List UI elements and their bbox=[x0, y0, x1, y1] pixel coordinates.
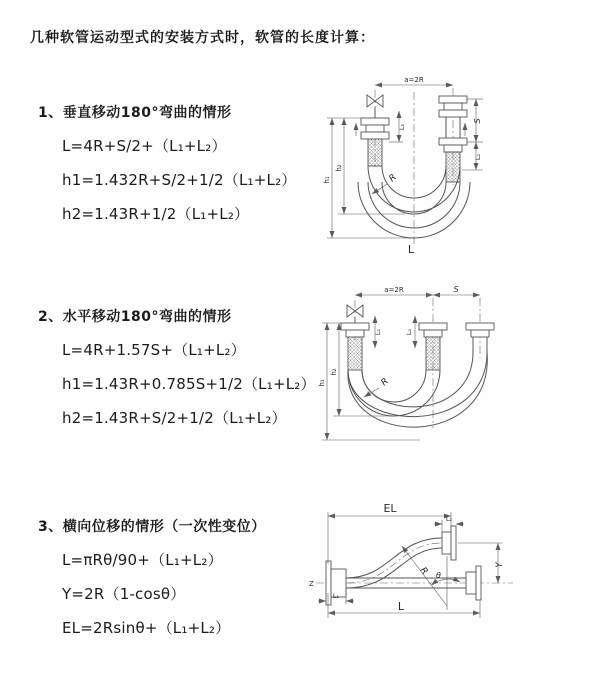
page-title: 几种软管运动型式的安装方式时，软管的长度计算： bbox=[30, 30, 375, 46]
dimension-el bbox=[328, 502, 451, 564]
diagram-lateral-displacement bbox=[298, 498, 600, 650]
dim-label-h1: h₁ bbox=[318, 379, 326, 387]
dimension-l1-l2 bbox=[374, 316, 415, 348]
radius-leader bbox=[372, 173, 399, 194]
axis-label-z: Z bbox=[309, 580, 314, 588]
dim-label-l1: L₁ bbox=[374, 328, 382, 336]
formula-line: Y=2R（1-cosθ） bbox=[62, 585, 186, 603]
formula-line: h1=1.432R+S/2+1/2（L₁+L₂） bbox=[62, 171, 297, 189]
dim-label-h2: h₂ bbox=[335, 164, 343, 172]
radius-label: R bbox=[379, 376, 391, 389]
flange-fitting-left bbox=[361, 118, 389, 166]
radius-label: R bbox=[387, 172, 399, 185]
formula-line: h1=1.43R+0.785S+1/2（L₁+L₂） bbox=[62, 375, 316, 393]
formula-line: h2=1.43R+1/2（L₁+L₂） bbox=[62, 205, 250, 223]
y-label: Y bbox=[495, 562, 505, 568]
diagram-horizontal-180 bbox=[305, 280, 600, 455]
dimension-l2 bbox=[434, 515, 464, 532]
dim-label-a2r: a=2R bbox=[404, 76, 424, 84]
dim-label-h2: h₂ bbox=[330, 368, 338, 376]
length-label: L bbox=[397, 600, 405, 613]
el-label: EL bbox=[383, 502, 397, 515]
flange-fitting-right bbox=[439, 96, 467, 182]
braided-hose bbox=[348, 337, 362, 370]
dim-label-l2: L₂ bbox=[474, 153, 482, 161]
section-3-heading: 3、横向位移的情形（一次性变位） bbox=[38, 519, 266, 535]
formula-line: L=πRθ/90+（L₁+L₂） bbox=[62, 551, 223, 569]
dim-label-s: S bbox=[453, 285, 459, 294]
braided-hose bbox=[368, 139, 382, 166]
centerlines bbox=[322, 298, 480, 428]
dim-label-l2: L₂ bbox=[445, 515, 453, 523]
radius-leader bbox=[364, 377, 391, 397]
dim-label-l2: L₂ bbox=[405, 328, 413, 336]
dimension-l1 bbox=[318, 590, 354, 604]
dim-label-l1: L₁ bbox=[332, 592, 340, 600]
dim-label-l1: L₁ bbox=[398, 123, 406, 131]
flange-fitting-left bbox=[341, 323, 369, 370]
section-1 bbox=[38, 102, 313, 224]
dim-label-a2r: a=2R bbox=[384, 286, 404, 294]
braided-hose bbox=[446, 152, 460, 182]
section-3 bbox=[38, 516, 313, 638]
flange-fitting-middle bbox=[419, 323, 447, 370]
dimension-a2r-s bbox=[355, 285, 480, 295]
dimension-y bbox=[458, 543, 505, 583]
dim-label-h1: h₁ bbox=[323, 176, 331, 184]
dim-label-s: S bbox=[473, 118, 482, 124]
dimension-a2r bbox=[375, 76, 453, 85]
braided-hose bbox=[426, 337, 440, 370]
formula-line: EL=2Rsinθ+（L₁+L₂） bbox=[62, 619, 231, 637]
centerlines bbox=[327, 88, 453, 244]
formula-line: L=4R+S/2+（L₁+L₂） bbox=[62, 137, 227, 155]
section-1-heading: 1、垂直移动180°弯曲的情形 bbox=[38, 105, 232, 121]
section-2 bbox=[38, 306, 316, 428]
dimension-l bbox=[328, 593, 480, 618]
diagram-vertical-180 bbox=[305, 70, 600, 262]
dimension-l1 bbox=[389, 111, 406, 142]
formula-line: L=4R+1.57S+（L₁+L₂） bbox=[62, 341, 246, 359]
dimension-heights bbox=[318, 323, 420, 440]
section-2-heading: 2、水平移动180°弯曲的情形 bbox=[38, 309, 232, 325]
theta-label: θ bbox=[436, 571, 441, 580]
formula-line: h2=1.43R+S/2+1/2（L₁+L₂） bbox=[62, 409, 287, 427]
length-label: L bbox=[407, 243, 415, 256]
radius-label: R bbox=[417, 565, 430, 577]
